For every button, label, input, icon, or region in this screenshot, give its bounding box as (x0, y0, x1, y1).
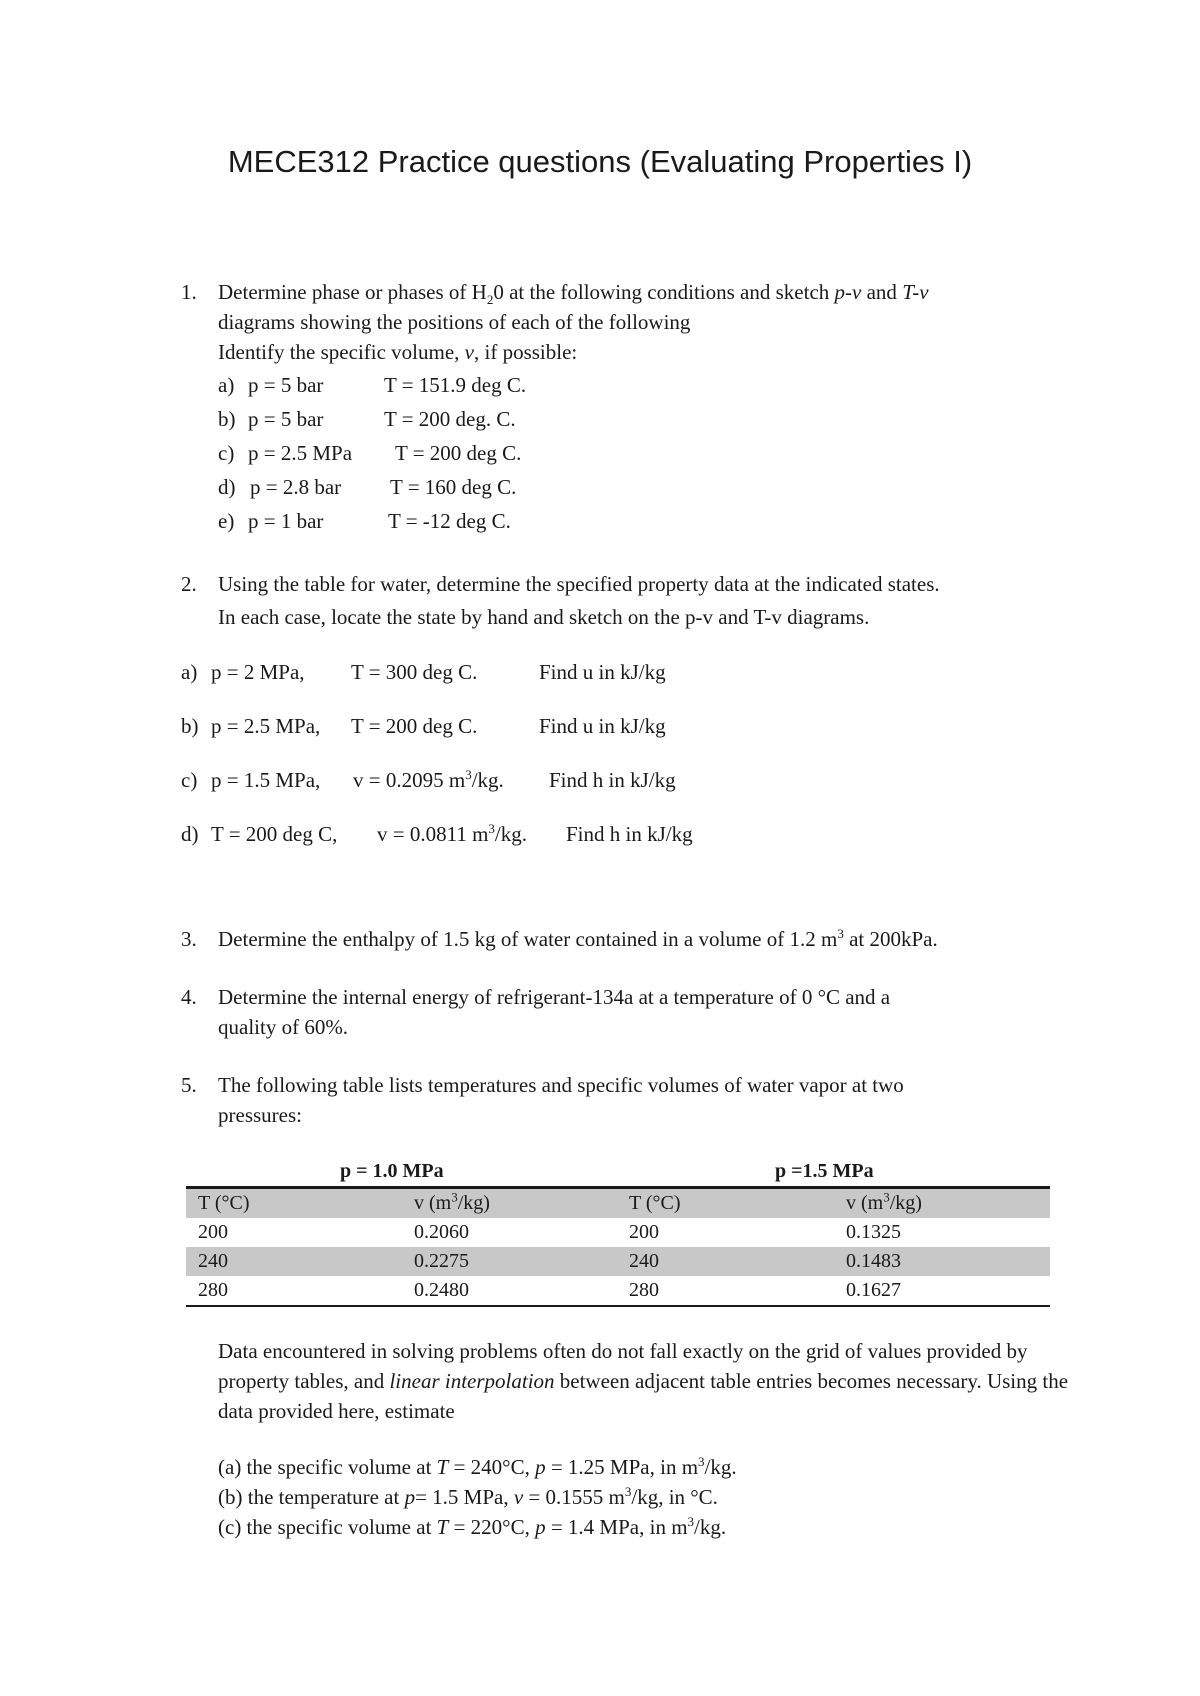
list-item: (c) the specific volume at T = 220°C, p = 1.4 MPa, in $m^3/kg$. (218, 1514, 727, 1539)
question-number: 5. (181, 1073, 197, 1097)
column-header: v $(m^3/kg)$ (414, 1189, 490, 1214)
table-row: 280 0.2480 280 0.1627 (198, 1279, 901, 1301)
interpolation-paragraph: Data encountered in solving problems often do not fall exactly on the grid of values provided by property tables, and linear interpolation between adjacent table entries becomes necessary. Using the data provided here, estimate (218, 1339, 1069, 1423)
question-4-line-1: Determine the internal energy of refrigerant-134a at a temperature of 0 °C and a (218, 985, 891, 1009)
column-header: v $(m^3/kg)$ (846, 1189, 922, 1214)
question-2-line-2: In each case, locate the state by hand and sketch on the p-v and T-v diagrams. (218, 605, 870, 629)
question-4-line-2: quality of 60%. (218, 1015, 349, 1039)
question-1-line-2: diagrams showing the positions of each of the following (218, 310, 691, 334)
question-1-line-1: Determine phase or phases of $H_20$ at the following conditions and sketch p-v and T-v (218, 280, 929, 308)
property-table (186, 1186, 1050, 1307)
question-1-line-3: Identify the specific volume, v, if possible: (218, 340, 578, 364)
question-number: 2. (181, 572, 197, 596)
list-item: (b) the temperature at p= 1.5 MPa, v = 0.1555 $m^3/kg$, in °C. (218, 1484, 718, 1509)
column-header: T (°C) (629, 1192, 681, 1214)
list-item: (a) the specific volume at T = 240°C, p = 1.25 MPa, in $m^3/kg$. (218, 1454, 737, 1479)
question-number: 1. (181, 280, 197, 304)
table-row: 240 0.2275 240 0.1483 (186, 1247, 1050, 1276)
column-header: T (°C) (198, 1192, 250, 1214)
question-number: 3. (181, 927, 197, 951)
question-3-text: Determine the enthalpy of 1.5 kg of water contained in a volume of 1.2 $m^3$ at 200kPa. (218, 926, 938, 951)
table-group-header-1: p = 1.0 MPa (340, 1160, 444, 1182)
question-5-line-1: The following table lists temperatures and specific volumes of water vapor at two (218, 1073, 904, 1097)
page-title: MECE312 Practice questions (Evaluating Properties I) (227, 144, 973, 179)
question-number: 4. (181, 985, 197, 1009)
table-group-header-2: p =1.5 MPa (775, 1160, 874, 1182)
table-row: 200 0.2060 200 0.1325 (198, 1221, 901, 1243)
question-5-line-2: pressures: (218, 1103, 302, 1127)
question-2-line-1: Using the table for water, determine the specified property data at the indicated states. (218, 572, 940, 596)
table-header-row (186, 1189, 1050, 1218)
document-page: MECE312 Practice questions (Evaluating Properties I) 1. Determine phase or phases of $H_20$ at the following conditions and sketch p-v and T-v diagrams showing the positions of each of the following Identify the specific volume, v, if possible: a) p = 5 bar T = 151.9 deg C. b) p = 5 bar T = 200 deg. C. c) p = 2.5 MPa T = 200 deg C. d) p = 2.8 bar T = 160 deg C. e) p = 1 bar T = -12 deg C. 2. Using the table for water, determine the specified property data at the indicated states. In each case, locate the state by hand and sketch on the p-v and T-v diagrams. a) p = 2 MPa, T = 300 deg C. Find u in kJ/kg b) p = 2.5 MPa, T = 200 deg C. Find u in kJ/kg c) p = 1.5 MPa, v = 0.2095 $m^3/kg$. Find h in kJ/kg d) T = 200 deg C, v = 0.0811 $m^3/kg$. Find h in kJ/kg 3. Determine the enthalpy of 1.5 kg of water contained in a volume of 1.2 $m^3$ at 200kPa. 4. Determine the internal energy of refrigerant-134a at a temperature of 0 °C and a quality of 60%. 5. The following table lists temperatures and specific volumes of water vapor at two pressures: p = 1.0 MPa p =1.5 MPa T (°C) v $(m^3/kg)$ T (°C) v $(m^3/kg)$ 200 0.2060 200 0.1325 240 0.2275 240 0.1483 280 0.2480 280 0.1627 Data encountered in solving problems often do not fall exactly on the grid of values provided by property tables, and linear interpolation between adjacent table entries becomes necessary. Using the data provided here, estimate (a) the specific volume at T = 240°C, p = 1.25 MPa, in $m^3/kg$. (b) the temperature at p= 1.5 MPa, v = 0.1555 $m^3/kg$, in °C. (c) the specific volume at T = 220°C, p = 1.4 MPa, in $m^3/kg$. (0, 0, 1200, 1696)
